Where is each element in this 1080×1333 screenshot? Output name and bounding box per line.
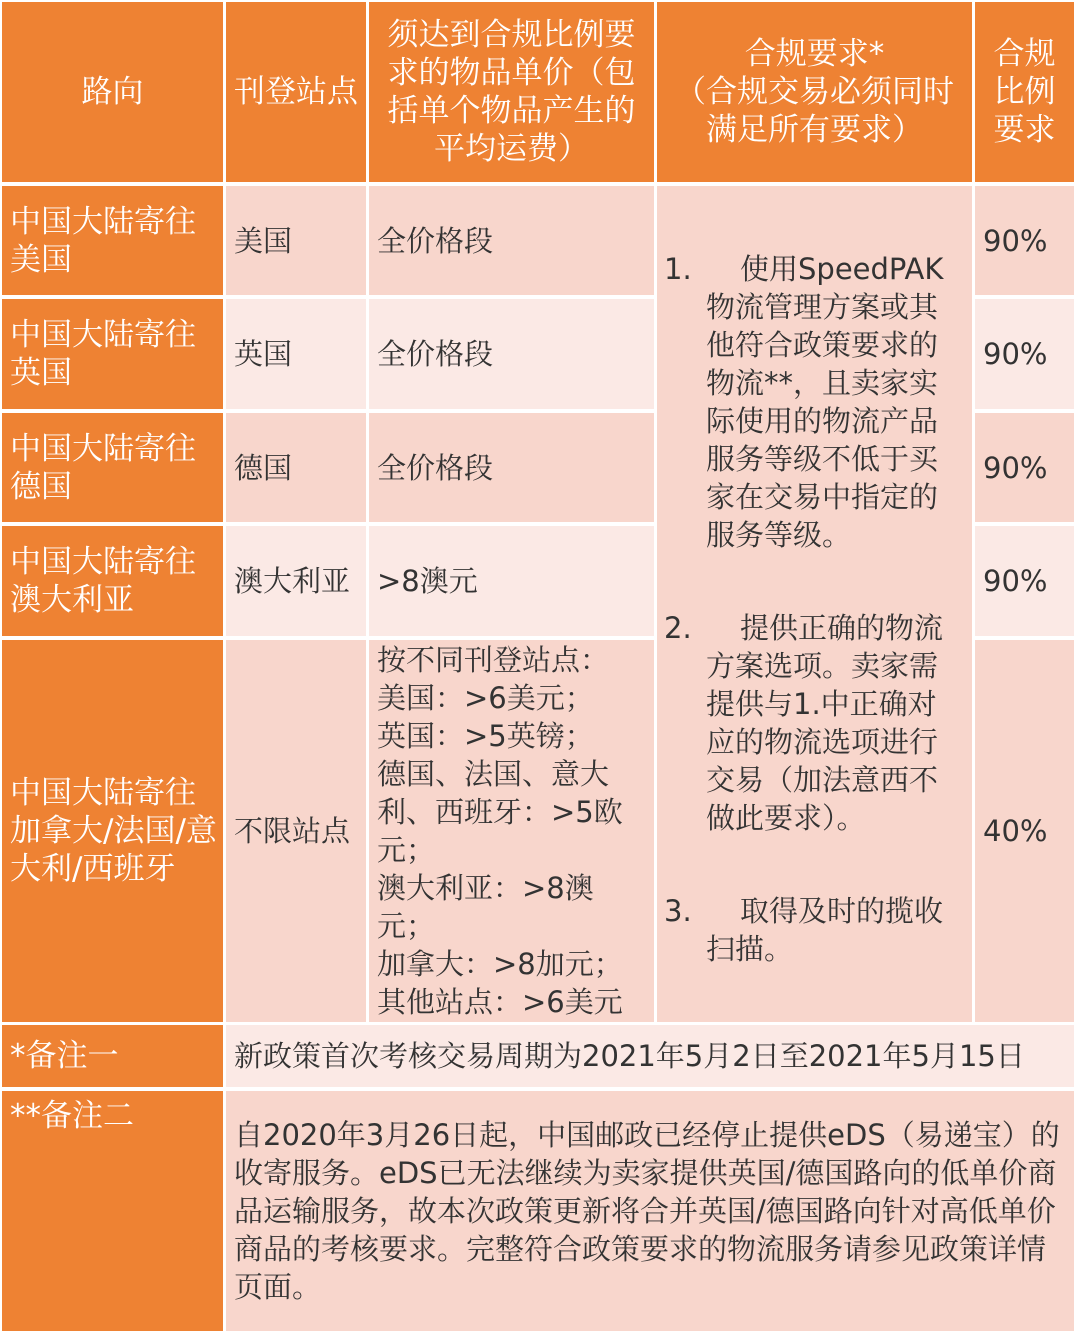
site-cell: 不限站点 [226, 640, 366, 1022]
site-cell: 英国 [226, 299, 366, 409]
price-cell: >8澳元 [369, 526, 654, 636]
route-cell: 中国大陆寄往加拿大/法国/意大利/西班牙 [2, 640, 223, 1022]
ratio-cell: 90% [975, 299, 1074, 409]
ratio-cell: 40% [975, 640, 1074, 1022]
requirement-item [664, 892, 964, 968]
price-cell: 全价格段 [369, 299, 654, 409]
note-text: 自2020年3月26日起，中国邮政已经停止提供eDS（易递宝）的收寄服务。eDS已无法继续为卖家提供英国/德国路向的低单价商品运输服务，故本次政策更新将合并英国/德国路向针对高低单价商品的考核要求。完整符合政策要求的物流服务请参见政策详情页面。 [226, 1091, 1074, 1331]
note-text: 新政策首次考核交易周期为2021年5月2日至2021年5月15日 [226, 1025, 1074, 1087]
ratio-cell: 90% [975, 413, 1074, 522]
price-cell: 按不同刊登站点： 美国：>6美元； 英国：>5英镑； 德国、法国、意大利、西班牙：>5欧元； 澳大利亚：>8澳元； 加拿大：>8加元； 其他站点：>6美元 [369, 640, 654, 1022]
route-cell: 中国大陆寄往德国 [2, 413, 223, 522]
route-cell: 中国大陆寄往美国 [2, 186, 223, 295]
requirement-item [664, 250, 964, 554]
requirement-number: 2. [664, 611, 692, 645]
ratio-cell: 90% [975, 526, 1074, 636]
site-cell: 澳大利亚 [226, 526, 366, 636]
requirement-text: 使用SpeedPAK物流管理方案或其他符合政策要求的物流**，且卖家实际使用的物流产品服务等级不低于买家在交易中指定的服务等级。 [706, 252, 944, 552]
header-route: 路向 [2, 2, 223, 182]
requirement-text: 取得及时的揽收扫描。 [706, 894, 944, 966]
route-cell: 中国大陆寄往英国 [2, 299, 223, 409]
header-site: 刊登站点 [226, 2, 366, 182]
note-label: *备注一 [2, 1025, 223, 1087]
requirement-item [664, 609, 964, 837]
site-cell: 德国 [226, 413, 366, 522]
ratio-cell: 90% [975, 186, 1074, 295]
header-ratio: 合规比例要求 [975, 2, 1074, 182]
price-cell: 全价格段 [369, 186, 654, 295]
site-cell: 美国 [226, 186, 366, 295]
requirement-text: 提供正确的物流方案选项。卖家需提供与1.中正确对应的物流选项进行交易（加法意西不做此要求）。 [706, 611, 944, 835]
header-requirement: 合规要求* （合规交易必须同时满足所有要求） [657, 2, 972, 182]
requirement-number: 3. [664, 894, 692, 928]
route-cell: 中国大陆寄往澳大利亚 [2, 526, 223, 636]
header-price: 须达到合规比例要求的物品单价（包括单个物品产生的平均运费） [369, 2, 654, 182]
requirement-number: 1. [664, 252, 692, 286]
note-label: **备注二 [2, 1091, 223, 1331]
price-cell: 全价格段 [369, 413, 654, 522]
